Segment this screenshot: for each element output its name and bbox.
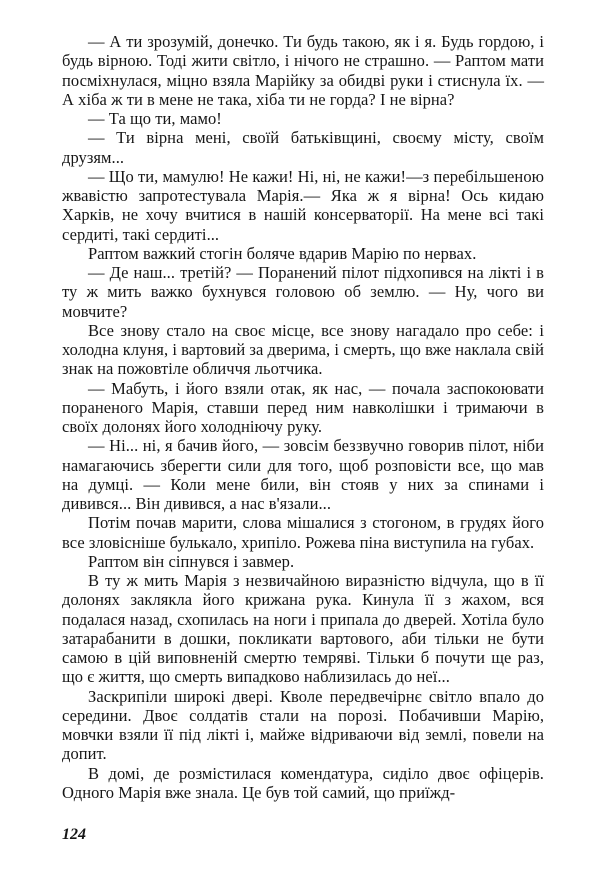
- paragraph: — А ти зрозумій, донечко. Ти будь такою, як і я. Будь гордою, і будь вірною. Тоді жити світло, і нічого не страшно. — Раптом мати посміхнулася, міцно взяла Марійку за обидві руки і стиснула їх. — А хіба ж ти в мене не така, хіба ти не горда? І не вірна?: [62, 32, 544, 109]
- paragraph: — Мабуть, і його взяли отак, як нас, — почала заспокоювати пораненого Марія, ставши перед ним навколішки і тримаючи в своїх долонях його холодніючу руку.: [62, 378, 544, 436]
- paragraph: — Ні... ні, я бачив його, — зовсім беззвучно говорив пілот, ніби намагаючись зберегти сили для того, щоб розповісти все, що мав на думці. — Коли мене били, він стояв у них за спинами і дивився... Він дивився, а нас в'язали...: [62, 436, 544, 513]
- paragraph: — Що ти, мамулю! Не кажи! Ні, ні, не кажи!—з перебільшеною жвавістю запротестувала Марія.— Яка ж я вірна! Ось кидаю Харків, не хочу вчитися в нашій консерваторії. На мене всі такі сердиті, такі сердиті...: [62, 166, 544, 244]
- paragraph: — Ти вірна мені, своїй батьківщині, своєму місту, своїм друзям...: [62, 128, 544, 167]
- paragraph: В ту ж мить Марія з незвичайною виразністю відчула, що в її долонях заклякла його крижана рука. Кинула її з жахом, вся подалася назад, схопилась на ноги і припала до дверей. Хотіла було затарабанити в дошки, покликати вартового, аби тільки не бути самою в цій виповненій смертю темряві. Тільки б почути ще раз, що є життя, що смерть випадково наблизилась до неї...: [62, 571, 544, 687]
- body-text: [62, 32, 544, 802]
- paragraph: Раптом важкий стогін боляче вдарив Марію по нервах.: [88, 243, 477, 263]
- paragraph: В домі, де розмістилася комендатура, сиділо двоє офіцерів. Одного Марія вже знала. Це був той самий, що приїжд-: [62, 763, 544, 802]
- paragraph: — Де наш... третій? — Поранений пілот підхопився на лікті і в ту ж мить важко бухнувся головою об землю. — Ну, чого ви мовчите?: [62, 263, 544, 321]
- page-number: 124: [62, 826, 86, 843]
- paragraph: — Та що ти, мамо!: [88, 109, 222, 128]
- paragraph: Раптом він сіпнувся і завмер.: [88, 551, 295, 571]
- paragraph: Все знову стало на своє місце, все знову нагадало про себе: і холодна клуня, і вартовий за дверима, і смерть, що вже наклала свій знак на пожовтіле обличчя льотчика.: [62, 320, 544, 379]
- paragraph: Заскрипіли широкі двері. Кволе передвечірнє світло впало до середини. Двоє солдатів стали на порозі. Побачивши Марію, мовчки взяли її під лікті і, майже відриваючи від землі, повели на допит.: [62, 686, 544, 764]
- paragraph: Потім почав марити, слова мішалися з стогоном, в грудях його все зловісніше булькало, хрипіло. Рожева піна виступила на губах.: [62, 513, 544, 552]
